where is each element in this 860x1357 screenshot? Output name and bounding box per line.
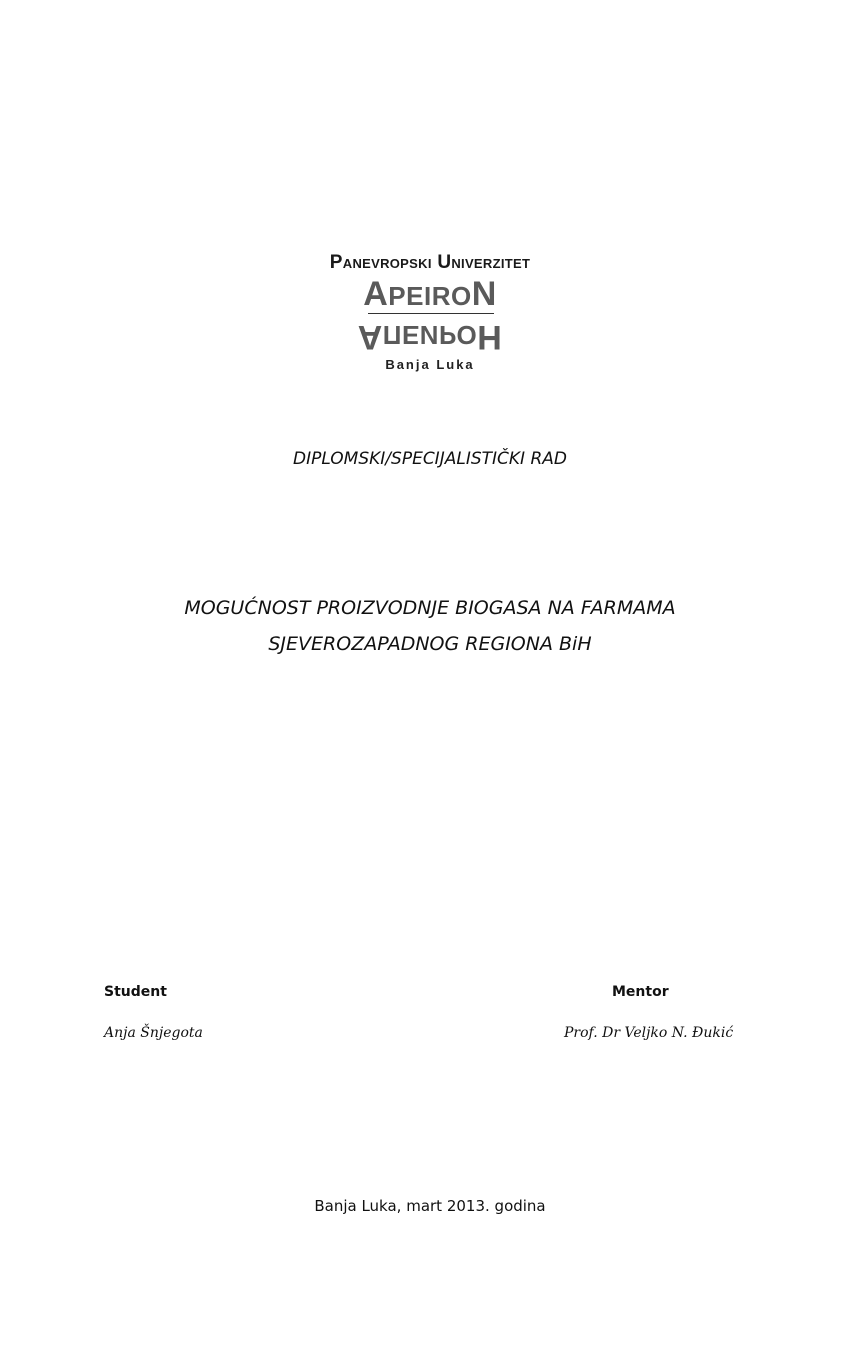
mentor-name: Prof. Dr Veljko N. Đukić [564,1025,734,1041]
thesis-title-line-2: SJEVEROZAPADNOG REGIONA BiH [268,633,592,655]
university-word-1-rest: anevropski [342,252,432,273]
place-and-date: Banja Luka, mart 2013. godina [314,1197,546,1215]
mentor-label: Mentor [612,984,669,1000]
apeiron-logo-middle: PEIRO [388,281,472,311]
student-label: Student [104,984,167,1000]
document-type: DIPLOMSKI/SPECIJALISTIČKI RAD [293,449,567,469]
university-name [0,252,860,274]
apeiron-logo-mirrored [0,310,860,357]
university-initial-u: U [437,252,452,273]
thesis-title-line-1: MOGUĆNOST PROIZVODNJE BIOGASA NA FARMAMA [184,597,676,619]
logo-city: Banja Luka [385,357,475,372]
student-name: Anja Šnjegota [104,1025,203,1041]
university-word-2-rest: niverzitet [451,252,531,273]
apeiron-logo-last-letter: N [471,275,497,313]
apeiron-logo-first-letter: A [363,275,389,313]
apeiron-mirror-first-letter: A [357,318,383,356]
thesis-title [150,590,710,662]
apeiron-mirror-last-letter: Н [477,318,503,356]
apeiron-mirror-middle: ПЕИРО [382,320,478,350]
university-initial-p: P [329,252,343,273]
